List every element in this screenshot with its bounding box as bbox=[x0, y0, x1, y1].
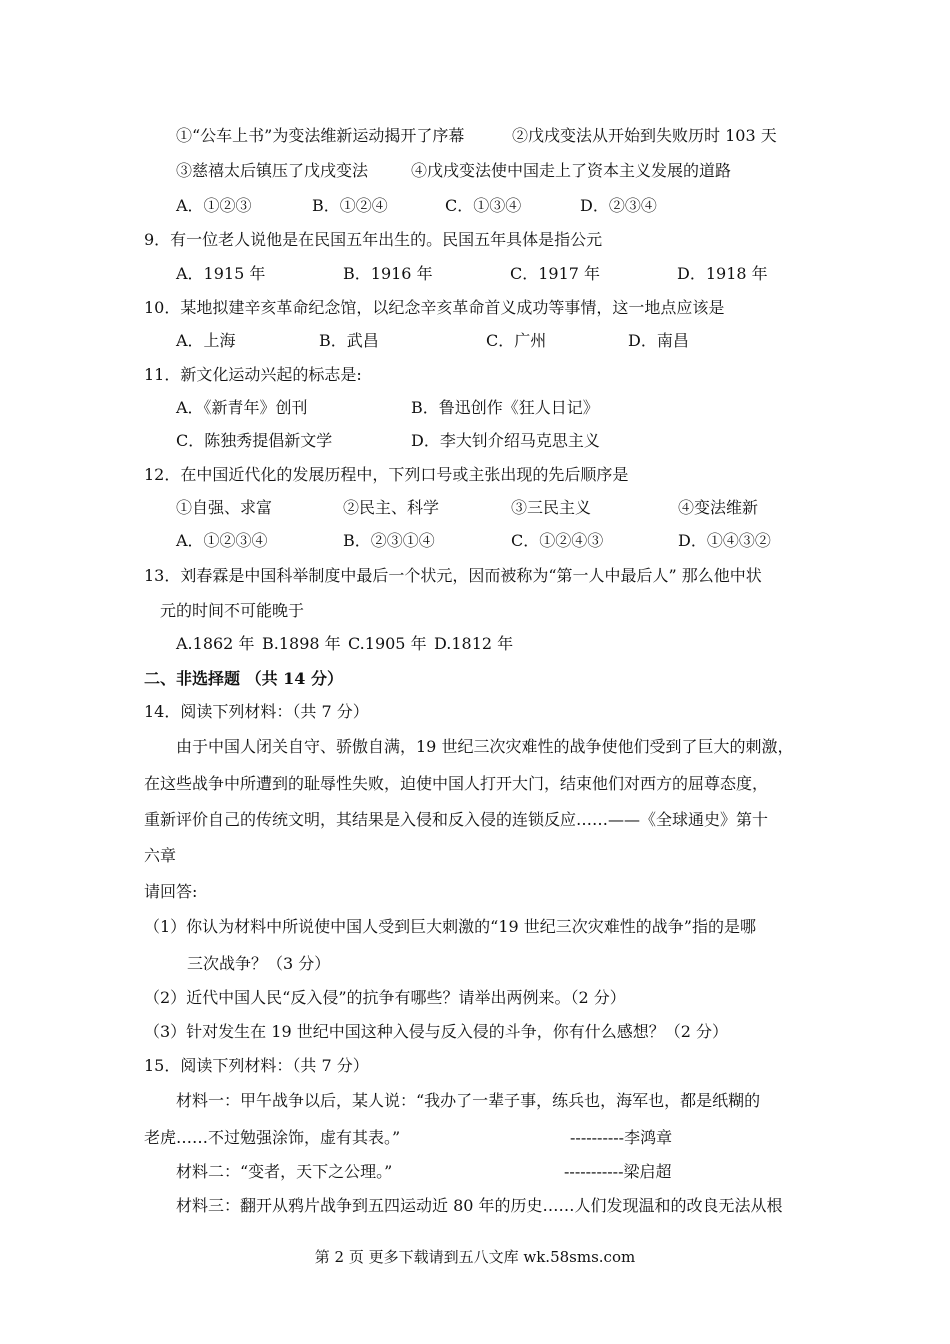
q14-material-line3: 重新评价自己的传统文明，其结果是入侵和反入侵的连锁反应……——《全球通史》第十 bbox=[144, 810, 769, 829]
q14-sub-question-3: （3）针对发生在 19 世纪中国这种入侵与反入侵的斗争，你有什么感想？（2 分） bbox=[144, 1022, 728, 1041]
q8-option-b: B．①②④ bbox=[312, 196, 388, 215]
q13-option-a: A.1862 年 bbox=[176, 634, 255, 653]
q10-option-a: A．上海 bbox=[176, 331, 236, 350]
q11-option-a: A．《新青年》创刊 bbox=[176, 398, 308, 417]
q14-stem: 14．阅读下列材料：（共 7 分） bbox=[144, 702, 369, 721]
q10-option-d: D．南昌 bbox=[628, 331, 689, 350]
q8-option-a: A．①②③ bbox=[176, 196, 252, 215]
q11-stem: 11．新文化运动兴起的标志是: bbox=[144, 365, 362, 384]
page-footer: 第 2 页 更多下载请到五八文库 wk.58sms.com bbox=[314, 1248, 636, 1266]
q12-stem: 12．在中国近代化的发展历程中，下列口号或主张出现的先后顺序是 bbox=[144, 465, 629, 484]
q9-stem: 9．有一位老人说他是在民国五年出生的。民国五年具体是指公元 bbox=[144, 230, 603, 249]
q9-option-b: B．1916 年 bbox=[343, 264, 433, 283]
q11-option-d: D．李大钊介绍马克思主义 bbox=[411, 431, 600, 450]
q10-stem: 10．某地拟建辛亥革命纪念馆，以纪念辛亥革命首义成功等事情，这一地点应该是 bbox=[144, 298, 725, 317]
q12-items bbox=[176, 498, 758, 518]
q12-item-4: ④变法维新 bbox=[678, 498, 759, 517]
q12-option-b: B．②③①④ bbox=[343, 531, 435, 550]
q8-statement-3: ③慈禧太后镇压了戊戌变法 bbox=[176, 161, 369, 180]
q12-item-3: ③三民主义 bbox=[511, 498, 592, 517]
q13-stem-line1: 13．刘春霖是中国科举制度中最后一个状元，因而被称为“第一人中最后人” 那么他中状 bbox=[144, 566, 762, 585]
q8-options bbox=[176, 196, 657, 216]
q12-option-d: D．①④③② bbox=[678, 531, 771, 550]
q15-material-2-source: -----------梁启超 bbox=[564, 1162, 672, 1181]
q14-material-line4: 六章 bbox=[144, 846, 177, 865]
q13-option-c: C.1905 年 bbox=[348, 634, 427, 653]
q15-material-3: 材料三：翻开从鸦片战争到五四运动近 80 年的历史……人们发现温和的改良无法从根 bbox=[176, 1196, 783, 1215]
q10-option-b: B．武昌 bbox=[319, 331, 379, 350]
q10-options bbox=[176, 331, 689, 351]
q12-option-c: C．①②④③ bbox=[511, 531, 604, 550]
q15-material-1: 材料一：甲午战争以后，某人说：“我办了一辈子事，练兵也，海军也，都是纸糊的 bbox=[176, 1091, 761, 1110]
q11-option-b: B．鲁迅创作《狂人日记》 bbox=[411, 398, 599, 417]
q15-material-2: 材料二：“变者，天下之公理。” bbox=[176, 1162, 393, 1181]
q12-item-1: ①自强、求富 bbox=[176, 498, 273, 517]
q8-statement-1: ①“公车上书”为变法维新运动揭开了序幕 bbox=[176, 126, 465, 145]
q9-option-a: A．1915 年 bbox=[176, 264, 266, 283]
q12-option-a: A．①②③④ bbox=[176, 531, 268, 550]
q8-option-d: D．②③④ bbox=[580, 196, 657, 215]
q8-option-c: C．①③④ bbox=[445, 196, 522, 215]
q14-sub-question-2: （2）近代中国人民“反入侵”的抗争有哪些？请举出两例来。（2 分） bbox=[144, 988, 626, 1007]
q15-material-1-cont: 老虎……不过勉强涂饰，虚有其表。” bbox=[144, 1128, 401, 1147]
q14-material-line1: 由于中国人闭关自守、骄傲自满，19 世纪三次灾难性的战争使他们受到了巨大的刺激， bbox=[176, 737, 794, 756]
q13-option-d: D.1812 年 bbox=[434, 634, 514, 653]
q10-option-c: C．广州 bbox=[486, 331, 547, 350]
q13-stem-line2: 元的时间不可能晚于 bbox=[160, 601, 305, 620]
q13-options bbox=[176, 634, 513, 654]
q9-option-d: D．1918 年 bbox=[677, 264, 768, 283]
q8-statement-2: ②戊戌变法从开始到失败历时 103 天 bbox=[512, 126, 777, 145]
q14-sub-question-1-cont: 三次战争？（3 分） bbox=[187, 954, 331, 973]
q12-options bbox=[176, 531, 771, 551]
section-heading: 二、非选择题 （共 14 分） bbox=[144, 669, 343, 688]
q9-option-c: C．1917 年 bbox=[510, 264, 601, 283]
q12-item-2: ②民主、科学 bbox=[343, 498, 440, 517]
q13-option-b: B.1898 年 bbox=[262, 634, 341, 653]
q15-stem: 15．阅读下列材料：（共 7 分） bbox=[144, 1056, 369, 1075]
q14-sub-question-1: （1）你认为材料中所说使中国人受到巨大刺激的“19 世纪三次灾难性的战争”指的是哪 bbox=[144, 917, 756, 936]
q9-options bbox=[176, 264, 768, 284]
q15-material-1-source: ----------李鸿章 bbox=[570, 1128, 673, 1147]
q8-statement-4: ④戊戌变法使中国走上了资本主义发展的道路 bbox=[411, 161, 732, 180]
q14-material-line2: 在这些战争中所遭到的耻辱性失败，迫使中国人打开大门，结束他们对西方的屈尊态度， bbox=[144, 774, 769, 793]
q14-prompt: 请回答: bbox=[144, 882, 198, 901]
q11-option-c: C．陈独秀提倡新文学 bbox=[176, 431, 333, 450]
